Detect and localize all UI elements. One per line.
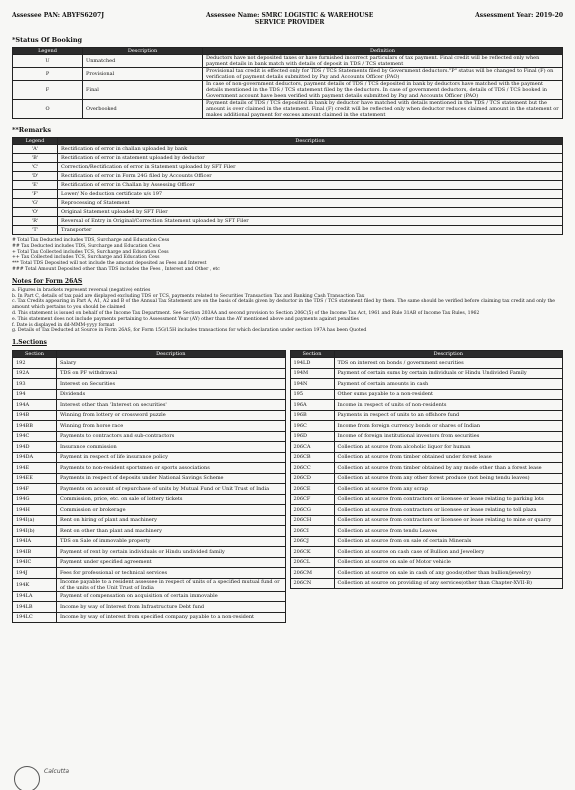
section-code: 192 — [13, 358, 57, 369]
section-code: 206CN — [290, 578, 334, 589]
remarks-legend: 'C' — [13, 163, 58, 172]
section-row — [290, 578, 563, 589]
section-description: Payments on account of repurchase of units by Mutual Fund or Unit Trust of India — [57, 484, 286, 495]
remarks-legend: 'E' — [13, 181, 58, 190]
section-description: Rent on other than plant and machinery — [57, 526, 286, 537]
status-row — [13, 100, 563, 119]
section-row — [290, 473, 563, 484]
section-description: Collection at source on sale of Motor vehicle — [334, 557, 563, 568]
section-description: Payments to contractors and sub-contractors — [57, 431, 286, 442]
section-row — [13, 557, 286, 568]
footnotes — [12, 238, 563, 273]
remarks-description: Reversal of Entry in Original/Correction Statement uploaded by SFT Filer — [58, 217, 563, 226]
section-description: Winning from horse race — [57, 421, 286, 432]
section-row — [290, 547, 563, 558]
section-row — [13, 431, 286, 442]
status-legend: P — [13, 68, 83, 81]
section-row — [290, 536, 563, 547]
section-code: 194G — [13, 494, 57, 505]
status-definition: Payment details of TDS / TCS deposited in bank by deductor have matched with details mentioned in the TDS / TCS statement but the amount is over claimed in the statement. Final (F) credit will be reflected only when deductor reduces claimed amount in the statement or makes additional payment for excess amount claimed in the statement — [203, 100, 563, 119]
remarks-header-row — [13, 138, 563, 145]
remarks-legend: 'O' — [13, 208, 58, 217]
section-row — [290, 358, 563, 369]
section-description: Interest on Securities — [57, 379, 286, 390]
section-code: 206CG — [290, 505, 334, 516]
status-header-row — [13, 48, 563, 55]
section-code: 194B — [13, 410, 57, 421]
remarks-description: Lower/ No deduction certificate u/s 197 — [58, 190, 563, 199]
section-row — [13, 463, 286, 474]
section-row — [13, 547, 286, 558]
section-description: Insurance commission — [57, 442, 286, 453]
section-code: 195 — [290, 389, 334, 400]
section-row — [13, 526, 286, 537]
footnote-line: + Total Tax Collected includes TCS, Surcharge and Education Cess — [12, 249, 169, 255]
section-description: Collection at source from contractors or licensee or lease relating to parking lots — [334, 494, 563, 505]
section-description: TDS on interest on bonds / government securities — [334, 358, 563, 369]
section-code: 194EE — [13, 473, 57, 484]
remarks-legend: 'G' — [13, 199, 58, 208]
section-row — [290, 505, 563, 516]
section-code: 196B — [290, 410, 334, 421]
footnote-line: ++ Tax Collected includes TCS, Surcharge and Education Cess — [12, 255, 160, 261]
section-code: 194IB — [13, 547, 57, 558]
section-row — [290, 442, 563, 453]
footnote-line: ### Total Amount Deposited other than TDS includes the Fees , Interest and Other , etc — [12, 266, 220, 272]
status-header-description: Description — [83, 48, 203, 55]
section-code: 194LB — [13, 602, 57, 613]
section-code: 194K — [13, 578, 57, 591]
section-row — [290, 515, 563, 526]
remarks-description: Reprocessing of Statement — [58, 199, 563, 208]
section-row — [13, 358, 286, 369]
section-row — [290, 389, 563, 400]
assessee-name — [206, 12, 373, 26]
section-row — [13, 602, 286, 613]
note-item: d. This statement is issued on behalf of the Income Tax Department. See Section 203AA and second provision to Section 206C(5) of the Income Tax Act, 1961 and Rule 31AB of Income Tax Rules, 1962 — [12, 310, 480, 316]
status-header-legend: Legend — [13, 48, 83, 55]
footnote-line: *** Total TDS Deposited will not include the amount deposited as Fees and Interest — [12, 261, 207, 267]
section-description: Collection at source on cash case of Bullion and Jewellery — [334, 547, 563, 558]
section-description: Collection at source from contractors or licensee or lease relating to toll plaza — [334, 505, 563, 516]
section-row — [13, 568, 286, 579]
section-row — [290, 484, 563, 495]
status-row — [13, 55, 563, 68]
status-row — [13, 81, 563, 100]
section-description: Payment of rent by certain individuals or Hindu undivided family — [57, 547, 286, 558]
remarks-description: Original Statement uploaded by SFT Filer — [58, 208, 563, 217]
section-description: Collection at source from on sale of certain Minerals — [334, 536, 563, 547]
section-row — [13, 389, 286, 400]
remarks-row — [13, 208, 563, 217]
remarks-description: Rectification of error in statement uploaded by deductor — [58, 154, 563, 163]
section-row — [290, 368, 563, 379]
remarks-legend: 'T' — [13, 226, 58, 235]
sections-right-header-description: Description — [334, 351, 563, 358]
section-code: 194DA — [13, 452, 57, 463]
section-row — [13, 612, 286, 623]
section-code: 194 — [13, 389, 57, 400]
document-header — [12, 12, 563, 34]
section-description: TDS on Sale of immovable property — [57, 536, 286, 547]
remarks-row — [13, 226, 563, 235]
section-row — [13, 442, 286, 453]
section-description: Payment of certain amounts in cash — [334, 379, 563, 390]
section-description: Collection at source from alcoholic liquor for human — [334, 442, 563, 453]
section-code: 206CE — [290, 484, 334, 495]
section-description: Income of foreign institutional investors from securities — [334, 431, 563, 442]
remarks-description: Correction/Rectification of error in Statement uploaded by SFT Filer — [58, 163, 563, 172]
note-item: b. In Part C, details of tax paid are displayed excluding TDS or TCS, payments related to Securities Transaction Tax and Banking Cash Transaction Tax — [12, 293, 365, 299]
section-code: 194IC — [13, 557, 57, 568]
section-code: 192A — [13, 368, 57, 379]
section-description: Rent on hiring of plant and machinery — [57, 515, 286, 526]
section-row — [290, 379, 563, 390]
sections-left-header-section: Section — [13, 351, 57, 358]
section-code: 194J — [13, 568, 57, 579]
note-item: f. Date is displayed in dd-MMM-yyyy format — [12, 322, 115, 328]
section-description: Income in respect of units of non-residents — [334, 400, 563, 411]
section-code: 194BB — [13, 421, 57, 432]
section-row — [13, 379, 286, 390]
section-description: Payment of certain sums by certain individuals or Hindu Undivided Family — [334, 368, 563, 379]
section-description: Income by way of Interest from Infrastructure Debt fund — [57, 602, 286, 613]
assessee-name-line1: Assessee Name: SMRC LOGISTIC & WAREHOUSE — [205, 12, 374, 19]
note-item: e. This statement does not include payments pertaining to Assessment Year (AY) other than the AY mentioned above and payments against penalties — [12, 316, 359, 322]
section-description: Commission or brokerage — [57, 505, 286, 516]
section-description: Winning from lottery or crossword puzzle — [57, 410, 286, 421]
remarks-row — [13, 154, 563, 163]
remarks-row — [13, 163, 563, 172]
status-definition: In case of non-government deductors, payment details of TDS / TCS deposited in bank by deductors have matched with the payment details mentioned in the TDS / TCS statement filed by the deductors. In case of government deductors, details of TDS / TCS booked in Government account have been verified with payment details submitted by Pay and Accounts Officer (PAO) — [203, 81, 563, 100]
section-row — [13, 591, 286, 602]
section-code: 206CB — [290, 452, 334, 463]
section-row — [290, 557, 563, 568]
status-description: Overbooked — [83, 100, 203, 119]
section-row — [13, 452, 286, 463]
sections-left-header-row — [13, 351, 286, 358]
section-code: 206CM — [290, 568, 334, 579]
section-code: 194H — [13, 505, 57, 516]
section-row — [13, 410, 286, 421]
remarks-row — [13, 172, 563, 181]
status-table — [12, 47, 563, 119]
sections-right-header-section: Section — [290, 351, 334, 358]
remarks-header-legend: Legend — [13, 138, 58, 145]
section-description: Payment in respect of life insurance policy — [57, 452, 286, 463]
status-legend: F — [13, 81, 83, 100]
section-description: Payments in respect of units to an offshore fund — [334, 410, 563, 421]
status-header-definition: Definition — [203, 48, 563, 55]
section-description: Interest other than 'Interest on securities' — [57, 400, 286, 411]
section-row — [290, 526, 563, 537]
stamp-text: Calcutta — [44, 768, 70, 775]
section-code: 206CF — [290, 494, 334, 505]
status-description: Provisional — [83, 68, 203, 81]
sections-tables — [12, 350, 563, 623]
section-code: 206CI — [290, 526, 334, 537]
status-description: Final — [83, 81, 203, 100]
section-code: 194N — [290, 379, 334, 390]
section-description: Collection at source from tendu Leaves — [334, 526, 563, 537]
section-code: 194I(b) — [13, 526, 57, 537]
section-code: 194F — [13, 484, 57, 495]
sections-table-right — [290, 350, 564, 589]
section-code: 206CL — [290, 557, 334, 568]
remarks-row — [13, 190, 563, 199]
note-item: g. Details of Tax Deducted at Source in Form 26AS, for Form 15G/15H includes transactions for which declaration under section 197A has been Quoted — [12, 328, 367, 334]
section-code: 194D — [13, 442, 57, 453]
remarks-row — [13, 181, 563, 190]
footnote-line: ## Tax Deducted includes TDS, Surcharge and Education Cess — [12, 243, 161, 249]
section-row — [290, 421, 563, 432]
remarks-row — [13, 199, 563, 208]
assessee-pan: Assessee PAN: ABYFS6207J — [12, 12, 105, 19]
office-stamp — [6, 762, 116, 790]
section-row — [290, 568, 563, 579]
section-row — [13, 473, 286, 484]
section-row — [290, 410, 563, 421]
section-description: Payment under specified agreement — [57, 557, 286, 568]
section-row — [13, 484, 286, 495]
remarks-legend: 'B' — [13, 154, 58, 163]
section-description: Dividends — [57, 389, 286, 400]
section-description: Fees for professional or technical services — [57, 568, 286, 579]
status-legend: U — [13, 55, 83, 68]
sections-title: 1.Sections — [12, 339, 47, 347]
status-title: *Status Of Booking — [12, 36, 83, 44]
remarks-title: **Remarks — [12, 126, 52, 134]
section-code: 206CD — [290, 473, 334, 484]
section-code: 206CH — [290, 515, 334, 526]
section-row — [13, 421, 286, 432]
section-code: 194LA — [13, 591, 57, 602]
section-row — [290, 463, 563, 474]
remarks-legend: 'R' — [13, 217, 58, 226]
section-code: 194A — [13, 400, 57, 411]
assessee-name-line2: SERVICE PROVIDER — [254, 19, 325, 26]
status-definition: Provisional tax credit is effected only for TDS / TCS Statements filed by Government deductors."P" status will be changed to Final (F) on verification of payment details submitted by Pay and Accounts Officer (PAO) — [203, 68, 563, 81]
status-row — [13, 68, 563, 81]
remarks-description: Transporter — [58, 226, 563, 235]
status-definition: Deductors have not deposited taxes or have furnished incorrect particulars of tax payment. Final credit will be reflected only when payment details in bank match with details of deposit in TDS / TCS statement — [203, 55, 563, 68]
section-description: Payment of compensation on acquisition of certain immovable — [57, 591, 286, 602]
section-description: Collection at source on providing of any services(other than Chapter-XVII-B) — [334, 578, 563, 589]
notes-list — [12, 288, 563, 334]
section-code: 206CK — [290, 547, 334, 558]
section-row — [13, 400, 286, 411]
section-code: 194IA — [13, 536, 57, 547]
section-code: 194LC — [13, 612, 57, 623]
section-code: 194C — [13, 431, 57, 442]
section-row — [290, 400, 563, 411]
section-description: Payments in respect of deposits under National Savings Scheme — [57, 473, 286, 484]
section-row — [13, 578, 286, 591]
section-description: Collection at source from any other forest produce (not being tendu leaves) — [334, 473, 563, 484]
section-code: 196C — [290, 421, 334, 432]
stamp-circle — [14, 766, 40, 790]
section-description: TDS on PF withdrawal — [57, 368, 286, 379]
notes-title: Notes for Form 26AS — [12, 277, 83, 285]
section-description: Collection at source on sale in cash of any goods(other than bullion/jewelry) — [334, 568, 563, 579]
sections-left-header-description: Description — [57, 351, 286, 358]
section-description: Collection at source from contractors or licensee or lease relating to mine or quarry — [334, 515, 563, 526]
section-description: Collection at source from timber obtained under forest lease — [334, 452, 563, 463]
section-description: Salary — [57, 358, 286, 369]
section-code: 194I(a) — [13, 515, 57, 526]
remarks-header-description: Description — [58, 138, 563, 145]
section-code: 193 — [13, 379, 57, 390]
assessment-year: Assessment Year: 2019-20 — [475, 12, 563, 19]
section-code: 206CJ — [290, 536, 334, 547]
status-description: Unmatched — [83, 55, 203, 68]
status-legend: O — [13, 100, 83, 119]
section-description: Income payable to a resident assessee in respect of units of a specified mutual fund or of the units of the Unit Trust of India — [57, 578, 286, 591]
remarks-description: Rectification of error in Challan by Assessing Officer — [58, 181, 563, 190]
section-row — [13, 368, 286, 379]
section-description: Income from foreign currency bonds or shares of Indian — [334, 421, 563, 432]
section-code: 196D — [290, 431, 334, 442]
sections-right-header-row — [290, 351, 563, 358]
section-row — [13, 536, 286, 547]
section-code: 196A — [290, 400, 334, 411]
section-description: Other sums payable to a non-resident — [334, 389, 563, 400]
remarks-legend: 'A' — [13, 145, 58, 154]
sections-table-left — [12, 350, 286, 623]
section-row — [13, 494, 286, 505]
remarks-description: Rectification of error in Form 24G filed by Accounts Officer — [58, 172, 563, 181]
section-row — [13, 515, 286, 526]
section-code: 194LD — [290, 358, 334, 369]
remarks-description: Rectification of error in challan uploaded by bank — [58, 145, 563, 154]
remarks-legend: 'D' — [13, 172, 58, 181]
remarks-row — [13, 145, 563, 154]
section-code: 194M — [290, 368, 334, 379]
section-row — [290, 431, 563, 442]
section-row — [290, 494, 563, 505]
section-description: Income by way of interest from specified company payable to a non-resident — [57, 612, 286, 623]
section-code: 206CA — [290, 442, 334, 453]
section-row — [13, 505, 286, 516]
section-description: Payments to non-resident sportsmen or sports associations — [57, 463, 286, 474]
remarks-legend: 'F' — [13, 190, 58, 199]
remarks-row — [13, 217, 563, 226]
footnote-line: # Total Tax Deducted includes TDS, Surcharge and Education Cess — [12, 238, 170, 243]
remarks-table — [12, 137, 563, 235]
note-item: a. Figures in brackets represent reversal (negative) entries — [12, 287, 151, 293]
note-item: c. Tax Credits appearing in Part A, A1, A2 and B of the Annual Tax Statement are on the basis of details given by deductor in the TDS / TCS statement filed by them. The same should be verified before claiming tax credit and only the amount which pertains to you should be claimed — [12, 299, 555, 311]
section-code: 206CC — [290, 463, 334, 474]
section-description: Collection at source from timber obtained by any mode other than a forest lease — [334, 463, 563, 474]
section-code: 194E — [13, 463, 57, 474]
section-description: Commission, price, etc. on sale of lottery tickets — [57, 494, 286, 505]
section-row — [290, 452, 563, 463]
section-description: Collection at source from any scrap — [334, 484, 563, 495]
